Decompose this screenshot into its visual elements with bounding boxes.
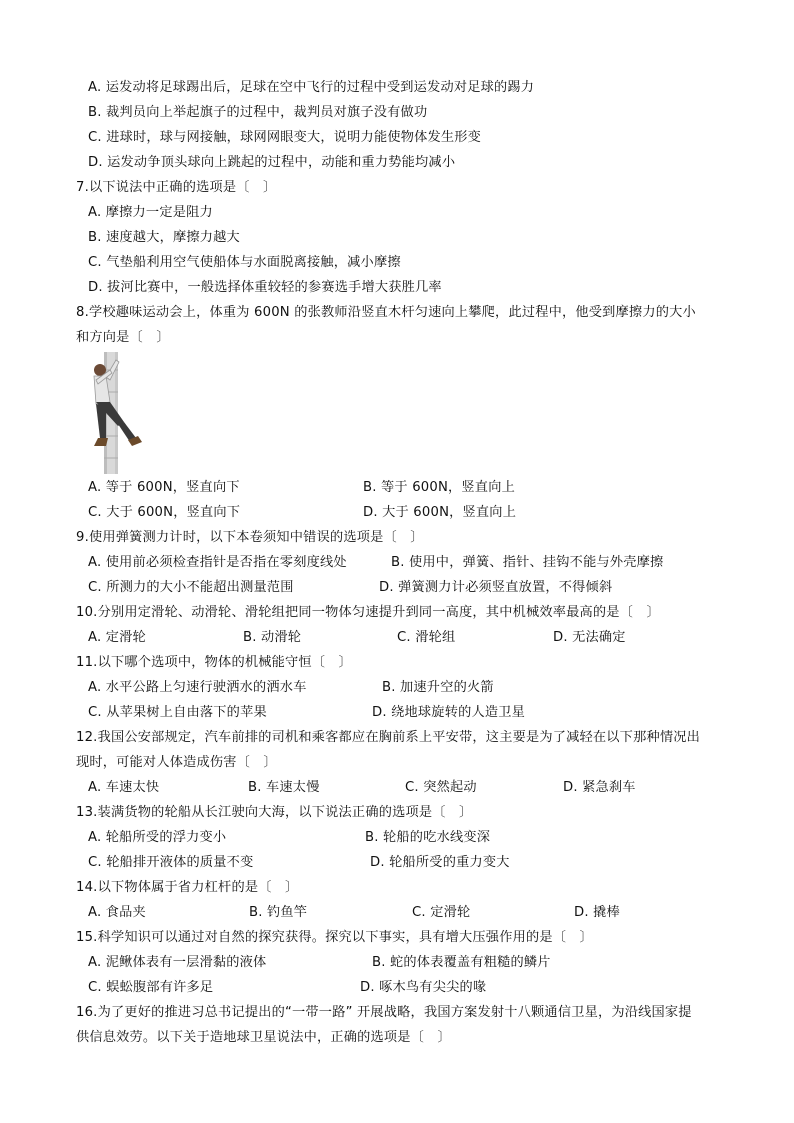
climbing-teacher-photo — [76, 352, 156, 474]
option-6b: B. 裁判员向上举起旗子的过程中，裁判员对旗子没有做功 — [88, 105, 428, 120]
option-10d: D. 无法确定 — [553, 630, 626, 645]
option-7c: C. 气垫船利用空气使船体与水面脱离接触，减小摩擦 — [88, 255, 401, 270]
option-13c: C. 轮船排开液体的质量不变 — [88, 855, 254, 870]
question-11-stem: 11.以下哪个选项中，物体的机械能守恒〔 〕 — [76, 655, 352, 670]
option-12c: C. 突然起动 — [405, 780, 477, 795]
question-15-stem: 15.科学知识可以通过对自然的探究获得。探究以下事实，具有增大压强作用的是〔 〕 — [76, 930, 593, 945]
option-15c: C. 蜈蚣腹部有许多足 — [88, 980, 214, 995]
option-11b: B. 加速升空的火箭 — [382, 680, 494, 695]
option-7d: D. 拔河比赛中，一般选择体重较轻的参赛选手增大获胜几率 — [88, 280, 442, 295]
option-15b: B. 蛇的体表覆盖有粗糙的鳞片 — [372, 955, 551, 970]
option-13d: D. 轮船所受的重力变大 — [370, 855, 510, 870]
option-15a: A. 泥鳅体表有一层滑黏的液体 — [88, 955, 267, 970]
option-11d: D. 绕地球旋转的人造卫星 — [372, 705, 526, 720]
question-9-stem: 9.使用弹簧测力计时，以下本卷须知中错误的选项是〔 〕 — [76, 530, 424, 545]
option-6d: D. 运发动争顶头球向上跳起的过程中，动能和重力势能均减小 — [88, 155, 456, 170]
option-9a: A. 使用前必须检查指针是否指在零刻度线处 — [88, 555, 347, 570]
option-12a: A. 车速太快 — [88, 780, 160, 795]
question-7-stem: 7.以下说法中正确的选项是〔 〕 — [76, 180, 277, 195]
option-8a: A. 等于 600N，竖直向下 — [88, 480, 240, 495]
option-10b: B. 动滑轮 — [243, 630, 302, 645]
question-8-stem-line2: 和方向是〔 〕 — [76, 330, 170, 345]
option-13a: A. 轮船所受的浮力变小 — [88, 830, 227, 845]
option-14b: B. 钓鱼竿 — [249, 905, 308, 920]
question-16-stem-line1: 16.为了更好的推进习总书记提出的“一带一路” 开展战略，我国方案发射十八颗通信卫星，为沿线国家提 — [76, 1005, 692, 1020]
question-10-stem: 10.分别用定滑轮、动滑轮、滑轮组把同一物体匀速提升到同一高度，其中机械效率最高的是〔 〕 — [76, 605, 660, 620]
option-14c: C. 定滑轮 — [412, 905, 471, 920]
option-7b: B. 速度越大，摩擦力越大 — [88, 230, 240, 245]
option-13b: B. 轮船的吃水线变深 — [365, 830, 491, 845]
question-13-stem: 13.装满货物的轮船从长江驶向大海，以下说法正确的选项是〔 〕 — [76, 805, 473, 820]
question-8-stem-line1: 8.学校趣味运动会上，体重为 600N 的张教师沿竖直木杆匀速向上攀爬，此过程中，他受到摩擦力的大小 — [76, 305, 696, 320]
option-14a: A. 食品夹 — [88, 905, 146, 920]
option-9d: D. 弹簧测力计必须竖直放置，不得倾斜 — [379, 580, 613, 595]
question-12-stem-line1: 12.我国公安部规定，汽车前排的司机和乘客都应在胸前系上平安带，这主要是为了减轻在以下那种情况出 — [76, 730, 701, 745]
option-11a: A. 水平公路上匀速行驶洒水的洒水车 — [88, 680, 307, 695]
option-12b: B. 车速太慢 — [248, 780, 320, 795]
option-6c: C. 进球时，球与网接触，球网网眼变大，说明力能使物体发生形变 — [88, 130, 482, 145]
option-10c: C. 滑轮组 — [397, 630, 456, 645]
option-9b: B. 使用中，弹簧、指针、挂钩不能与外壳摩擦 — [391, 555, 664, 570]
option-7a: A. 摩擦力一定是阻力 — [88, 205, 213, 220]
option-14d: D. 撬棒 — [574, 905, 620, 920]
option-6a: A. 运发动将足球踢出后，足球在空中飞行的过程中受到运发动对足球的踢力 — [88, 80, 535, 95]
option-12d: D. 紧急刹车 — [563, 780, 636, 795]
question-16-stem-line2: 供信息效劳。以下关于造地球卫星说法中，正确的选项是〔 〕 — [76, 1030, 451, 1045]
option-10a: A. 定滑轮 — [88, 630, 146, 645]
option-9c: C. 所测力的大小不能超出测量范围 — [88, 580, 294, 595]
option-11c: C. 从苹果树上自由落下的苹果 — [88, 705, 267, 720]
option-8c: C. 大于 600N，竖直向下 — [88, 505, 241, 520]
option-8b: B. 等于 600N，竖直向上 — [363, 480, 515, 495]
option-15d: D. 啄木鸟有尖尖的喙 — [360, 980, 487, 995]
option-8d: D. 大于 600N，竖直向上 — [363, 505, 517, 520]
question-14-stem: 14.以下物体属于省力杠杆的是〔 〕 — [76, 880, 299, 895]
question-12-stem-line2: 现时，可能对人体造成伤害〔 〕 — [76, 755, 277, 770]
